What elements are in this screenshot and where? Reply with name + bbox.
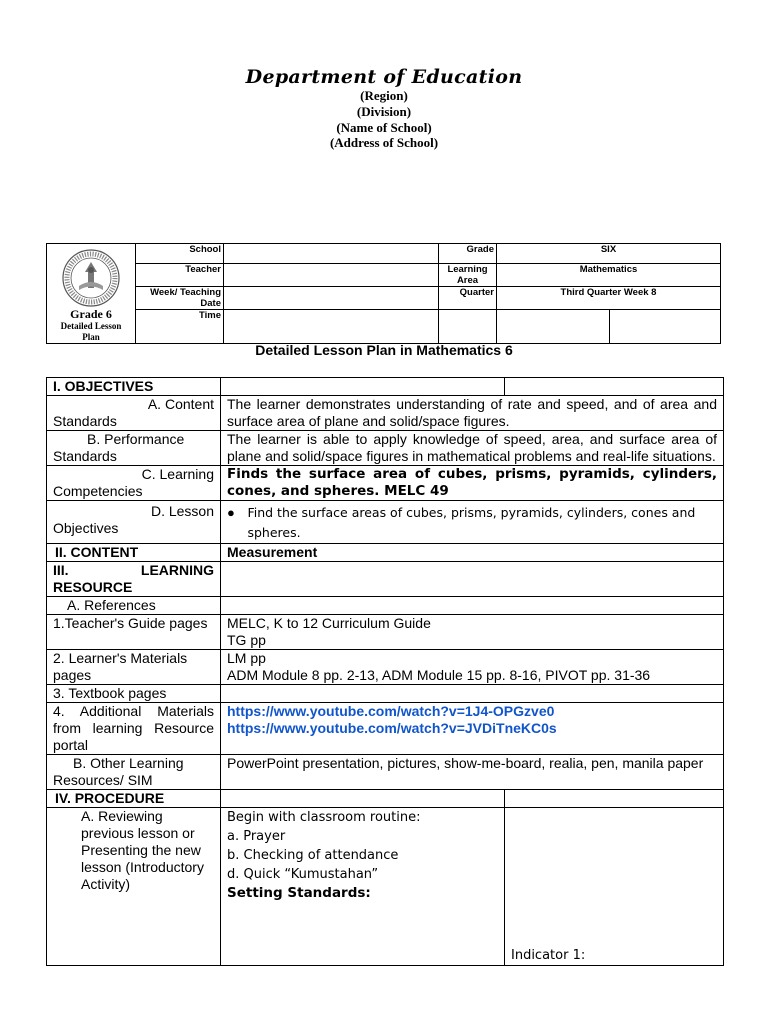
time-extra-3 [610,310,721,344]
procedure-heading: IV. PROCEDURE [47,790,221,808]
content-standards-label-a: A. Content [147,396,214,412]
division-line: (Division) [356,104,412,119]
quarter-value: Third Quarter Week 8 [497,287,721,310]
objectives-blank-2 [505,378,724,396]
teachers-guide-line-2: TG pp [227,632,266,648]
step-a-label-cell [47,808,221,966]
grade-label: Grade 6 [70,307,112,321]
teachers-guide-line-1: MELC, K to 12 Curriculum Guide [227,615,431,631]
resources-row [47,562,724,597]
content-standards-row [47,396,724,431]
lesson-objective-text: Find the surface areas of cubes, prisms, pyramids, cylinders, cones and spheres. [247,505,696,540]
teachers-guide-value [221,615,724,650]
step-a-content [221,808,505,966]
objectives-heading: I. OBJECTIVES [47,378,221,396]
textbook-row [47,685,724,703]
school-label: School [136,244,224,264]
grade-field-label: Grade [439,244,497,264]
objectives-row [47,378,724,396]
logo-cell [47,244,136,344]
performance-standards-label-b: Standards [53,448,117,464]
grade-value: SIX [497,244,721,264]
procedure-blank-2 [505,790,724,808]
step-a-row [47,808,724,966]
learning-competencies-label-b: Competencies [53,483,143,499]
routine-item-kumustahan: d. Quick “Kumustahan” [227,867,379,882]
setting-standards-label: Setting Standards: [227,885,371,901]
references-row [47,597,724,615]
routine-item-prayer: a. Prayer [227,829,286,844]
step-a-notes [505,808,724,966]
content-row [47,544,724,562]
references-blank [221,597,724,615]
objectives-blank-1 [221,378,505,396]
bullet-icon: ● [227,505,235,520]
procedure-blank-1 [221,790,505,808]
references-label: A. References [47,597,221,615]
teacher-label: Teacher [136,264,224,287]
learning-competencies-label [47,466,221,501]
week-label: Week/ Teaching Date [136,287,224,310]
content-standards-text: The learner demonstrates understanding of rate and speed, and of area and surface area of plane and solid/space figures. [221,396,724,431]
time-value [224,310,439,344]
school-value [224,244,439,264]
procedure-row [47,790,724,808]
additional-materials-value [221,703,724,755]
youtube-link-1[interactable]: https://www.youtube.com/watch?v=1J4-OPGzve0 [227,703,555,719]
resources-blank [221,562,724,597]
deped-seal-icon [61,248,121,308]
learning-competencies-text: Finds the surface area of cubes, prisms, pyramids, cylinders, cones, and spheres. MELC 49 [221,466,724,501]
performance-standards-label [47,431,221,466]
document-type-label: Detailed Lesson Plan [60,321,122,342]
additional-materials-label: 4. Additional Materials from learning Resource portal [47,703,221,755]
content-value: Measurement [221,544,724,562]
lesson-info-table [46,243,721,344]
other-resources-label-text: B. Other Learning Resources/ SIM [53,755,184,788]
textbook-value [221,685,724,703]
learning-competencies-label-a: C. Learning [141,466,214,482]
resources-heading-a: III. LEARNING [53,562,214,578]
time-extra-2 [497,310,610,344]
time-label: Time [136,310,224,344]
week-value [224,287,439,310]
learning-area-label: Learning Area [439,264,497,287]
teachers-guide-row [47,615,724,650]
content-standards-label [47,396,221,431]
lesson-plan-table [46,377,724,966]
other-resources-label [47,755,221,790]
department-title: Department of Education [245,66,523,88]
school-name-line: (Name of School) [336,120,432,135]
lesson-objective-item [227,503,717,543]
dlp-title: Detailed Lesson Plan in Mathematics 6 [255,342,513,358]
lesson-objectives-label [47,501,221,544]
routine-intro: Begin with classroom routine: [227,810,421,825]
learning-competencies-row [47,466,724,501]
lesson-objectives-label-b: Objectives [53,520,119,536]
learning-area-value: Mathematics [497,264,721,287]
resources-heading-b: RESOURCE [53,579,133,595]
performance-standards-label-a: B. Performance [87,431,185,447]
learners-materials-line-1: LM pp [227,650,266,666]
other-resources-value: PowerPoint presentation, pictures, show-me-board, realia, pen, manila paper [221,755,724,790]
time-extra-1 [439,310,497,344]
region-line: (Region) [360,88,408,103]
additional-materials-row [47,703,724,755]
learners-materials-value [221,650,724,685]
lesson-objectives-cell [221,501,724,544]
learners-materials-line-2: ADM Module 8 pp. 2-13, ADM Module 15 pp. 8-16, PIVOT pp. 31-36 [227,667,651,683]
content-heading: II. CONTENT [47,544,221,562]
other-resources-row [47,755,724,790]
indicator-label: Indicator 1: [511,948,586,963]
resources-heading [47,562,221,597]
lesson-objectives-label-a: D. Lesson [150,503,214,519]
performance-standards-row [47,431,724,466]
school-address-line: (Address of School) [329,135,439,150]
youtube-link-2[interactable]: https://www.youtube.com/watch?v=JVDiTneKC0s [227,720,557,736]
content-standards-label-b: Standards [53,413,117,429]
performance-standards-text: The learner is able to apply knowledge of speed, area, and surface area of plane and solid/space figures in mathematical problems and real-life situations. [221,431,724,466]
learners-materials-row [47,650,724,685]
teacher-value [224,264,439,287]
quarter-label: Quarter [439,287,497,310]
teachers-guide-label: 1.Teacher's Guide pages [47,615,221,650]
textbook-label: 3. Textbook pages [47,685,221,703]
step-a-label: A. Reviewing previous lesson or Presenting the new lesson (Introductory Activity) [81,808,204,892]
lesson-objectives-row [47,501,724,544]
routine-item-attendance: b. Checking of attendance [227,848,399,863]
learners-materials-label: 2. Learner's Materials pages [47,650,221,685]
